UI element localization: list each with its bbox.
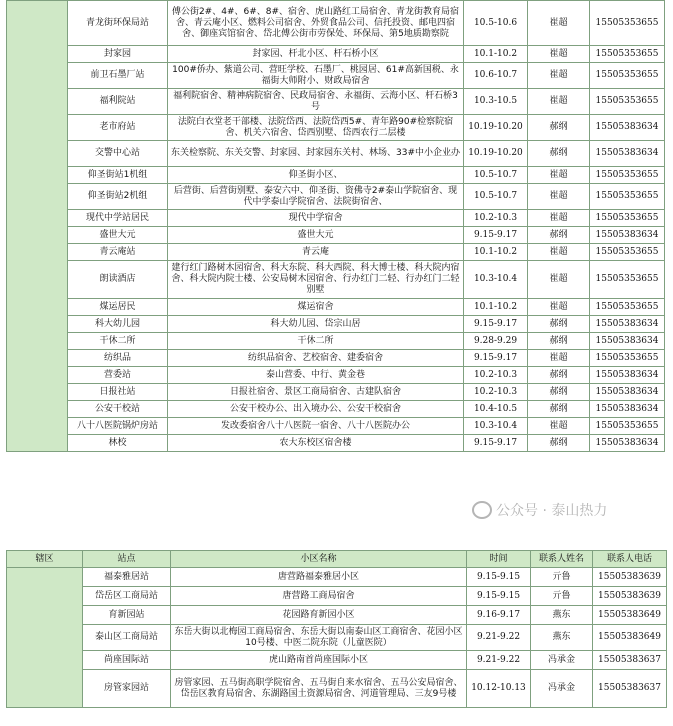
header-contact: 联系人姓名	[531, 551, 593, 568]
station-cell: 交警中心站	[68, 141, 168, 167]
time-cell: 10.1-10.2	[464, 244, 528, 261]
station-cell: 盛世大元	[68, 227, 168, 244]
phone-cell: 15505383634	[590, 333, 665, 350]
time-cell: 10.2-10.3	[464, 210, 528, 227]
time-cell: 10.1-10.2	[464, 299, 528, 316]
community-cell: 发改委宿舍八十八医院一宿舍、八十八医院办公	[168, 418, 464, 435]
station-cell: 营委站	[68, 367, 168, 384]
time-cell: 10.12-10.13	[467, 670, 531, 708]
table-row	[7, 350, 665, 367]
table-row	[7, 568, 667, 587]
schedule-table-upper	[6, 0, 665, 452]
phone-cell: 15505383634	[590, 316, 665, 333]
time-cell: 10.1-10.2	[464, 46, 528, 63]
station-cell: 老市府站	[68, 115, 168, 141]
table-row	[7, 1, 665, 46]
contact-cell: 郝纲	[528, 401, 590, 418]
contact-cell: 崔超	[528, 167, 590, 184]
phone-cell: 15505353655	[590, 184, 665, 210]
table-row	[7, 261, 665, 299]
community-cell: 花园路育新园小区	[171, 606, 467, 625]
station-cell: 八十八医院锅炉房站	[68, 418, 168, 435]
station-cell: 青云庵站	[68, 244, 168, 261]
community-cell: 泰山营委、中行、黄金巷	[168, 367, 464, 384]
phone-cell: 15505383637	[593, 651, 667, 670]
table-row	[7, 587, 667, 606]
time-cell: 9.15-9.17	[464, 350, 528, 367]
phone-cell: 15505353655	[590, 350, 665, 367]
time-cell: 10.19-10.20	[464, 115, 528, 141]
community-cell: 傅公街2#、4#、6#、8#、宿舍、虎山路红工局宿舍、青龙街教育局宿舍、青云庵小区、燃料公司宿舍、外贸食品公司、信托投资、邮电四宿舍、御座宾馆宿舍、岱北傅公街市劳保处、环保局、第5地质勘察院	[168, 1, 464, 46]
community-cell: 封家园、杆北小区、杆石桥小区	[168, 46, 464, 63]
district-cell	[7, 568, 83, 708]
contact-cell: 郝纲	[528, 367, 590, 384]
header-district: 辖区	[7, 551, 83, 568]
watermark-text: 公众号 · 泰山热力	[496, 503, 608, 519]
time-cell: 9.15-9.15	[467, 568, 531, 587]
table-row	[7, 210, 665, 227]
table-row	[7, 227, 665, 244]
time-cell: 10.2-10.3	[464, 367, 528, 384]
phone-cell: 15505383634	[590, 435, 665, 452]
time-cell: 9.21-9.22	[467, 625, 531, 651]
table-row	[7, 89, 665, 115]
phone-cell: 15505383634	[590, 401, 665, 418]
table-row	[7, 435, 665, 452]
table-row	[7, 651, 667, 670]
community-cell: 东关检察院、东关交警、封家园、封家园东关村、林场、33#中小企业办	[168, 141, 464, 167]
community-cell: 福利院宿舍、精神病院宿舍、民政局宿舍、永福街、云海小区、杆石桥3号	[168, 89, 464, 115]
time-cell: 9.15-9.17	[464, 227, 528, 244]
station-cell: 现代中学站居民	[68, 210, 168, 227]
watermark	[472, 500, 607, 520]
phone-cell: 15505383649	[593, 606, 667, 625]
contact-cell: 亓鲁	[531, 568, 593, 587]
contact-cell: 崔超	[528, 184, 590, 210]
phone-cell: 15505383634	[590, 141, 665, 167]
table-row	[7, 167, 665, 184]
contact-cell: 郝纲	[528, 316, 590, 333]
phone-cell: 15505353655	[590, 1, 665, 46]
station-cell: 朗读酒店	[68, 261, 168, 299]
phone-cell: 15505353655	[590, 89, 665, 115]
station-cell: 青龙街环保局站	[68, 1, 168, 46]
community-cell: 日报社宿舍、景区工商局宿舍、古建队宿舍	[168, 384, 464, 401]
station-cell: 日报社站	[68, 384, 168, 401]
community-cell: 唐营路福泰雅居小区	[171, 568, 467, 587]
station-cell: 封家园	[68, 46, 168, 63]
community-cell: 科大幼儿园、岱宗山居	[168, 316, 464, 333]
station-cell: 仰圣街站1机组	[68, 167, 168, 184]
station-cell: 仰圣街站2机组	[68, 184, 168, 210]
contact-cell: 郝纲	[528, 333, 590, 350]
station-cell: 福利院站	[68, 89, 168, 115]
station-cell: 煤运居民	[68, 299, 168, 316]
community-cell: 纺织品宿舍、艺校宿舍、建委宿舍	[168, 350, 464, 367]
time-cell: 9.15-9.17	[464, 316, 528, 333]
time-cell: 9.28-9.29	[464, 333, 528, 350]
contact-cell: 崔超	[528, 299, 590, 316]
phone-cell: 15505383639	[593, 568, 667, 587]
community-cell: 青云庵	[168, 244, 464, 261]
phone-cell: 15505353655	[590, 63, 665, 89]
table-row	[7, 115, 665, 141]
contact-cell: 郝纲	[528, 227, 590, 244]
phone-cell: 15505353655	[590, 167, 665, 184]
table-row	[7, 384, 665, 401]
community-cell: 法院白衣堂老干部楼、法院岱西、法院岱西5#、青年路90#检察院宿舍、机关六宿舍、岱西别墅、岱西农行二层楼	[168, 115, 464, 141]
schedule-table-lower-body	[7, 568, 667, 708]
time-cell: 10.3-10.4	[464, 418, 528, 435]
community-cell: 100#侨办、紫道公司、营旺学校、石墨厂、桃园居、61#高新国税、永福街大师附小、财政局宿舍	[168, 63, 464, 89]
table-row	[7, 606, 667, 625]
header-station: 站点	[83, 551, 171, 568]
station-cell: 岱岳区工商局站	[83, 587, 171, 606]
time-cell: 10.2-10.3	[464, 384, 528, 401]
contact-cell: 崔超	[528, 63, 590, 89]
schedule-table-upper-body	[7, 1, 665, 452]
station-cell: 泰山区工商局站	[83, 625, 171, 651]
time-cell: 10.19-10.20	[464, 141, 528, 167]
community-cell: 农大东校区宿舍楼	[168, 435, 464, 452]
station-cell: 尚座国际站	[83, 651, 171, 670]
station-cell: 福泰雅居站	[83, 568, 171, 587]
phone-cell: 15505383637	[593, 670, 667, 708]
contact-cell: 郝纲	[528, 115, 590, 141]
contact-cell: 燕东	[531, 625, 593, 651]
phone-cell: 15505353655	[590, 299, 665, 316]
contact-cell: 崔超	[528, 350, 590, 367]
community-cell: 现代中学宿舍	[168, 210, 464, 227]
station-cell: 纺织品	[68, 350, 168, 367]
station-cell: 林校	[68, 435, 168, 452]
table-row	[7, 625, 667, 651]
contact-cell: 崔超	[528, 1, 590, 46]
time-cell: 10.5-10.7	[464, 184, 528, 210]
contact-cell: 郝纲	[528, 435, 590, 452]
contact-cell: 崔超	[528, 244, 590, 261]
table-row	[7, 418, 665, 435]
phone-cell: 15505383634	[590, 384, 665, 401]
district-cell	[7, 1, 68, 452]
phone-cell: 15505383649	[593, 625, 667, 651]
table-row	[7, 63, 665, 89]
station-cell: 公安干校站	[68, 401, 168, 418]
phone-cell: 15505353655	[590, 210, 665, 227]
phone-cell: 15505383639	[593, 587, 667, 606]
phone-cell: 15505353655	[590, 418, 665, 435]
community-cell: 东岳大街以北梅园工商局宿舍、东岳大街以南泰山区工商宿舍、花园小区10号楼、中医二院东院（儿童医院）	[171, 625, 467, 651]
time-cell: 9.15-9.17	[464, 435, 528, 452]
station-cell: 房管家园站	[83, 670, 171, 708]
community-cell: 房管家园、五马街高职学院宿舍、五马街自来水宿舍、五马公安局宿舍、岱岳区教育局宿舍、东湖路国土资源局宿舍、河道管理局、三友9号楼	[171, 670, 467, 708]
contact-cell: 崔超	[528, 46, 590, 63]
contact-cell: 崔超	[528, 89, 590, 115]
wechat-icon	[472, 501, 492, 519]
contact-cell: 崔超	[528, 261, 590, 299]
community-cell: 后营街、后营街别墅、泰安六中、仰圣街、资佛寺2#泰山学院宿舍、现代中学泰山学院宿舍、法院街宿舍、	[168, 184, 464, 210]
table-row	[7, 333, 665, 350]
contact-cell: 冯承金	[531, 651, 593, 670]
contact-cell: 崔超	[528, 418, 590, 435]
community-cell: 唐营路工商局宿舍	[171, 587, 467, 606]
community-cell: 干休二所	[168, 333, 464, 350]
time-cell: 10.6-10.7	[464, 63, 528, 89]
header-community: 小区名称	[171, 551, 467, 568]
header-phone: 联系人电话	[593, 551, 667, 568]
contact-cell: 郝纲	[528, 141, 590, 167]
phone-cell: 15505353655	[590, 261, 665, 299]
phone-cell: 15505353655	[590, 46, 665, 63]
station-cell: 干休二所	[68, 333, 168, 350]
community-cell: 煤运宿舍	[168, 299, 464, 316]
table-row	[7, 401, 665, 418]
time-cell: 10.5-10.6	[464, 1, 528, 46]
contact-cell: 亓鲁	[531, 587, 593, 606]
table-row	[7, 46, 665, 63]
community-cell: 建行红门路树木园宿舍、科大东院、科大西院、科大博士楼、科大院内宿舍、科大院内院士楼、公安局树木园宿舍、行办红门二轻、行办红门二轻别墅	[168, 261, 464, 299]
phone-cell: 15505383634	[590, 115, 665, 141]
time-cell: 9.16-9.17	[467, 606, 531, 625]
station-cell: 科大幼儿园	[68, 316, 168, 333]
contact-cell: 郝纲	[528, 384, 590, 401]
station-cell: 育新园站	[83, 606, 171, 625]
header-row	[7, 551, 667, 568]
community-cell: 公安干校办公、出入境办公、公安干校宿舍	[168, 401, 464, 418]
phone-cell: 15505383634	[590, 367, 665, 384]
table-row	[7, 367, 665, 384]
community-cell: 仰圣街小区、	[168, 167, 464, 184]
community-cell: 盛世大元	[168, 227, 464, 244]
table-row	[7, 244, 665, 261]
station-cell: 前卫石墨厂站	[68, 63, 168, 89]
time-cell: 10.4-10.5	[464, 401, 528, 418]
time-cell: 10.3-10.4	[464, 261, 528, 299]
contact-cell: 崔超	[528, 210, 590, 227]
time-cell: 10.3-10.5	[464, 89, 528, 115]
phone-cell: 15505353655	[590, 244, 665, 261]
contact-cell: 冯承金	[531, 670, 593, 708]
time-cell: 9.21-9.22	[467, 651, 531, 670]
table-row	[7, 670, 667, 708]
header-time: 时间	[467, 551, 531, 568]
contact-cell: 燕东	[531, 606, 593, 625]
time-cell: 9.15-9.15	[467, 587, 531, 606]
time-cell: 10.5-10.7	[464, 167, 528, 184]
schedule-table-lower	[6, 550, 667, 708]
community-cell: 虎山路南首尚座国际小区	[171, 651, 467, 670]
table-row	[7, 184, 665, 210]
table-row	[7, 299, 665, 316]
table-row	[7, 141, 665, 167]
table-row	[7, 316, 665, 333]
phone-cell: 15505383634	[590, 227, 665, 244]
